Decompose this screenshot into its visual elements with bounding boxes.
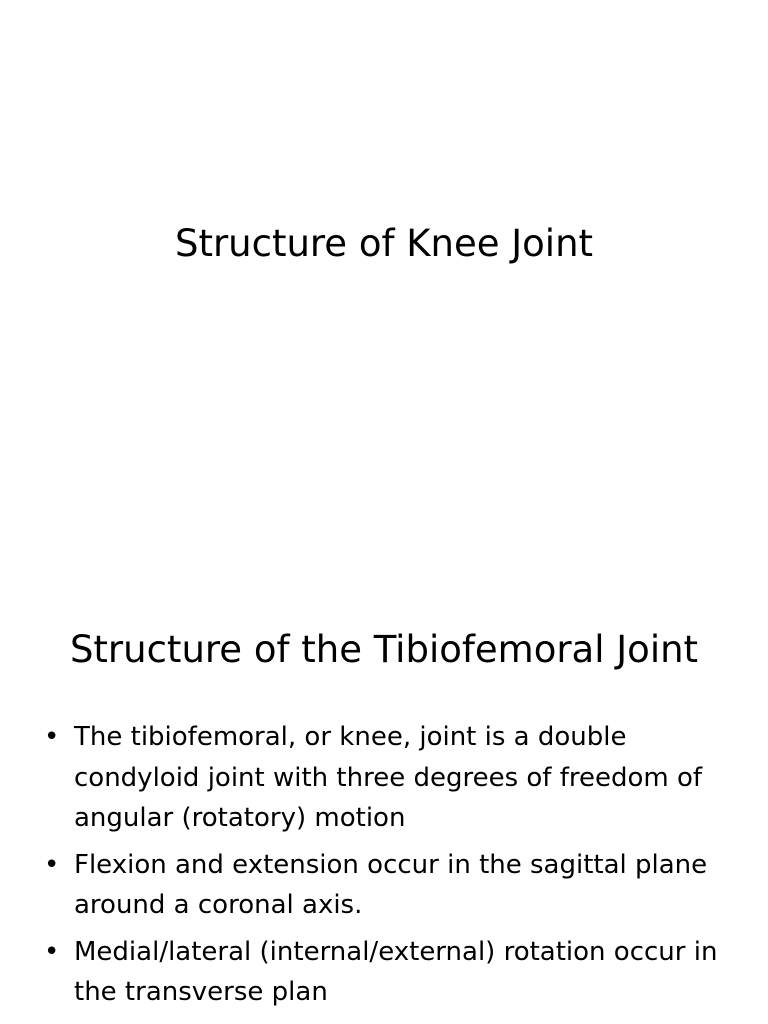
- bullet-dot-icon: •: [44, 849, 60, 880]
- bullet-dot-icon: •: [44, 722, 60, 752]
- bullet-item: [42, 845, 732, 926]
- bullet-text: The tibiofemoral, or knee, joint is a double condyloid joint with three degrees of freedom of angular (rotatory) motion: [74, 722, 703, 833]
- slide-title: Structure of Knee Joint: [174, 222, 594, 265]
- content-slide: [0, 576, 768, 1024]
- bullet-list: [42, 717, 732, 1019]
- slide-heading: Structure of the Tibiofemoral Joint: [69, 628, 699, 671]
- bullet-item: [42, 717, 732, 839]
- bullet-dot-icon: •: [44, 936, 60, 967]
- bullet-text: Flexion and extension occur in the sagittal plane around a coronal axis.: [74, 849, 708, 920]
- bullet-item: [42, 932, 732, 1013]
- bullet-text: Medial/lateral (internal/external) rotation occur in the transverse plan: [74, 936, 718, 1007]
